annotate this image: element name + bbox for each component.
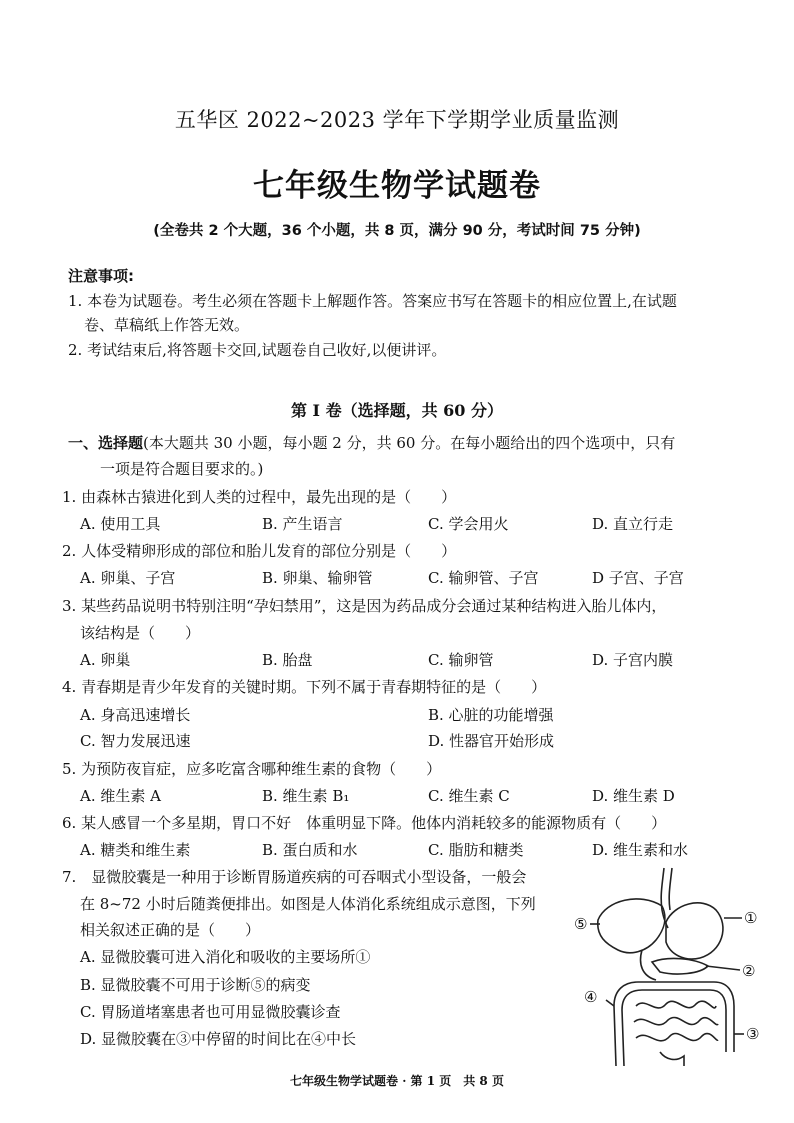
notes-heading: 注意事项:: [68, 267, 134, 285]
question-7-stem-cont2: 相关叙述正确的是（ ）: [80, 921, 261, 939]
diagram-label-1: ①: [744, 909, 758, 927]
q3-option-d: D. 子宫内膜: [592, 651, 674, 669]
q3-option-c: C. 输卵管: [428, 651, 494, 669]
note-item-2: 2. 考试结束后,将答题卡交回,试题卷自己收好,以便讲评。: [68, 341, 447, 359]
part-desc-cont: 一项是符合题目要求的。): [100, 460, 264, 478]
question-6-stem: 6. 某人感冒一个多星期，胃口不好 体重明显下降。他体内消耗较多的能源物质有（ ）: [62, 814, 667, 832]
question-7-stem: 7. 显微胶囊是一种用于诊断胃肠道疾病的可吞咽式小型设备，一般会: [62, 868, 527, 886]
digestive-system-diagram: [576, 866, 776, 1066]
diagram-label-5: ⑤: [574, 915, 588, 933]
question-2-stem: 2. 人体受精卵形成的部位和胎儿发育的部位分别是（ ）: [62, 542, 457, 560]
q5-option-d: D. 维生素 D: [592, 787, 675, 805]
q6-option-d: D. 维生素和水: [592, 841, 689, 859]
q2-option-d: D 子宫、子宫: [592, 569, 684, 587]
diagram-label-2: ②: [742, 962, 756, 980]
q4-option-a: A. 身高迅速增长: [80, 706, 191, 724]
note-item-1-cont: 卷、草稿纸上作答无效。: [84, 316, 250, 334]
q4-option-d: D. 性器官开始形成: [428, 732, 555, 750]
q1-option-d: D. 直立行走: [592, 515, 674, 533]
q6-option-b: B. 蛋白质和水: [262, 841, 358, 859]
question-5-stem: 5. 为预防夜盲症，应多吃富含哪种维生素的食物（ ）: [62, 760, 442, 778]
question-3-stem-cont: 该结构是（ ）: [80, 624, 201, 642]
question-3-stem: 3. 某些药品说明书特别注明“孕妇禁用”，这是因为药品成分会通过某种结构进入胎儿体内，: [62, 597, 667, 615]
exam-title: 七年级生物学试题卷: [253, 168, 541, 204]
q5-option-c: C. 维生素 C: [428, 787, 510, 805]
page-footer: 七年级生物学试题卷 · 第 1 页 共 8 页: [290, 1074, 504, 1088]
exam-header-line: 五华区 2022~2023 学年下学期学业质量监测: [174, 108, 620, 132]
section-title: 第 I 卷（选择题，共 60 分）: [290, 401, 504, 420]
q3-option-b: B. 胎盘: [262, 651, 313, 669]
small-intestine-shape: [636, 1001, 716, 1008]
pancreas-shape: [652, 959, 708, 974]
q4-option-c: C. 智力发展迅速: [80, 732, 191, 750]
exam-info: (全卷共 2 个大题，36 个小题，共 8 页，满分 90 分，考试时间 75 分钟): [153, 223, 641, 239]
q4-option-b: B. 心脏的功能增强: [428, 706, 554, 724]
diagram-label-4: ④: [584, 988, 598, 1006]
q2-option-b: B. 卵巢、输卵管: [262, 569, 373, 587]
question-4-stem: 4. 青春期是青少年发育的关键时期。下列不属于青春期特征的是（ ）: [62, 678, 547, 696]
part-label: 一、选择题: [68, 434, 144, 452]
q6-option-a: A. 糖类和维生素: [80, 841, 191, 859]
q2-option-c: C. 输卵管、子宫: [428, 569, 539, 587]
part-desc: (本大题共 30 小题，每小题 2 分，共 60 分。在每小题给出的四个选项中，只有: [143, 434, 676, 452]
q7-option-a: A. 显微胶囊可进入消化和吸收的主要场所①: [80, 948, 371, 966]
q5-option-b: B. 维生素 B₁: [262, 787, 350, 805]
q6-option-c: C. 脂肪和糖类: [428, 841, 524, 859]
q1-option-a: A. 使用工具: [80, 515, 161, 533]
q7-option-d: D. 显微胶囊在③中停留的时间比在④中长: [80, 1030, 357, 1048]
q2-option-a: A. 卵巢、子宫: [80, 569, 176, 587]
question-1-stem: 1. 由森林古猿进化到人类的过程中，最先出现的是（ ）: [62, 488, 457, 506]
diagram-label-3: ③: [746, 1025, 760, 1043]
q1-option-c: C. 学会用火: [428, 515, 509, 533]
q1-option-b: B. 产生语言: [262, 515, 343, 533]
note-item-1: 1. 本卷为试题卷。考生必须在答题卡上解题作答。答案应书写在答题卡的相应位置上,在试题: [68, 292, 677, 310]
q7-option-c: C. 胃肠道堵塞患者也可用显微胶囊诊查: [80, 1003, 341, 1021]
question-7-stem-cont1: 在 8~72 小时后随粪便排出。如图是人体消化系统组成示意图，下列: [80, 895, 536, 913]
q5-option-a: A. 维生素 A: [80, 787, 161, 805]
q3-option-a: A. 卵巢: [80, 651, 131, 669]
stomach-shape: [666, 903, 723, 959]
part-heading: [68, 433, 675, 453]
q7-option-b: B. 显微胶囊不可用于诊断⑤的病变: [80, 976, 311, 994]
liver-shape: [598, 899, 665, 953]
